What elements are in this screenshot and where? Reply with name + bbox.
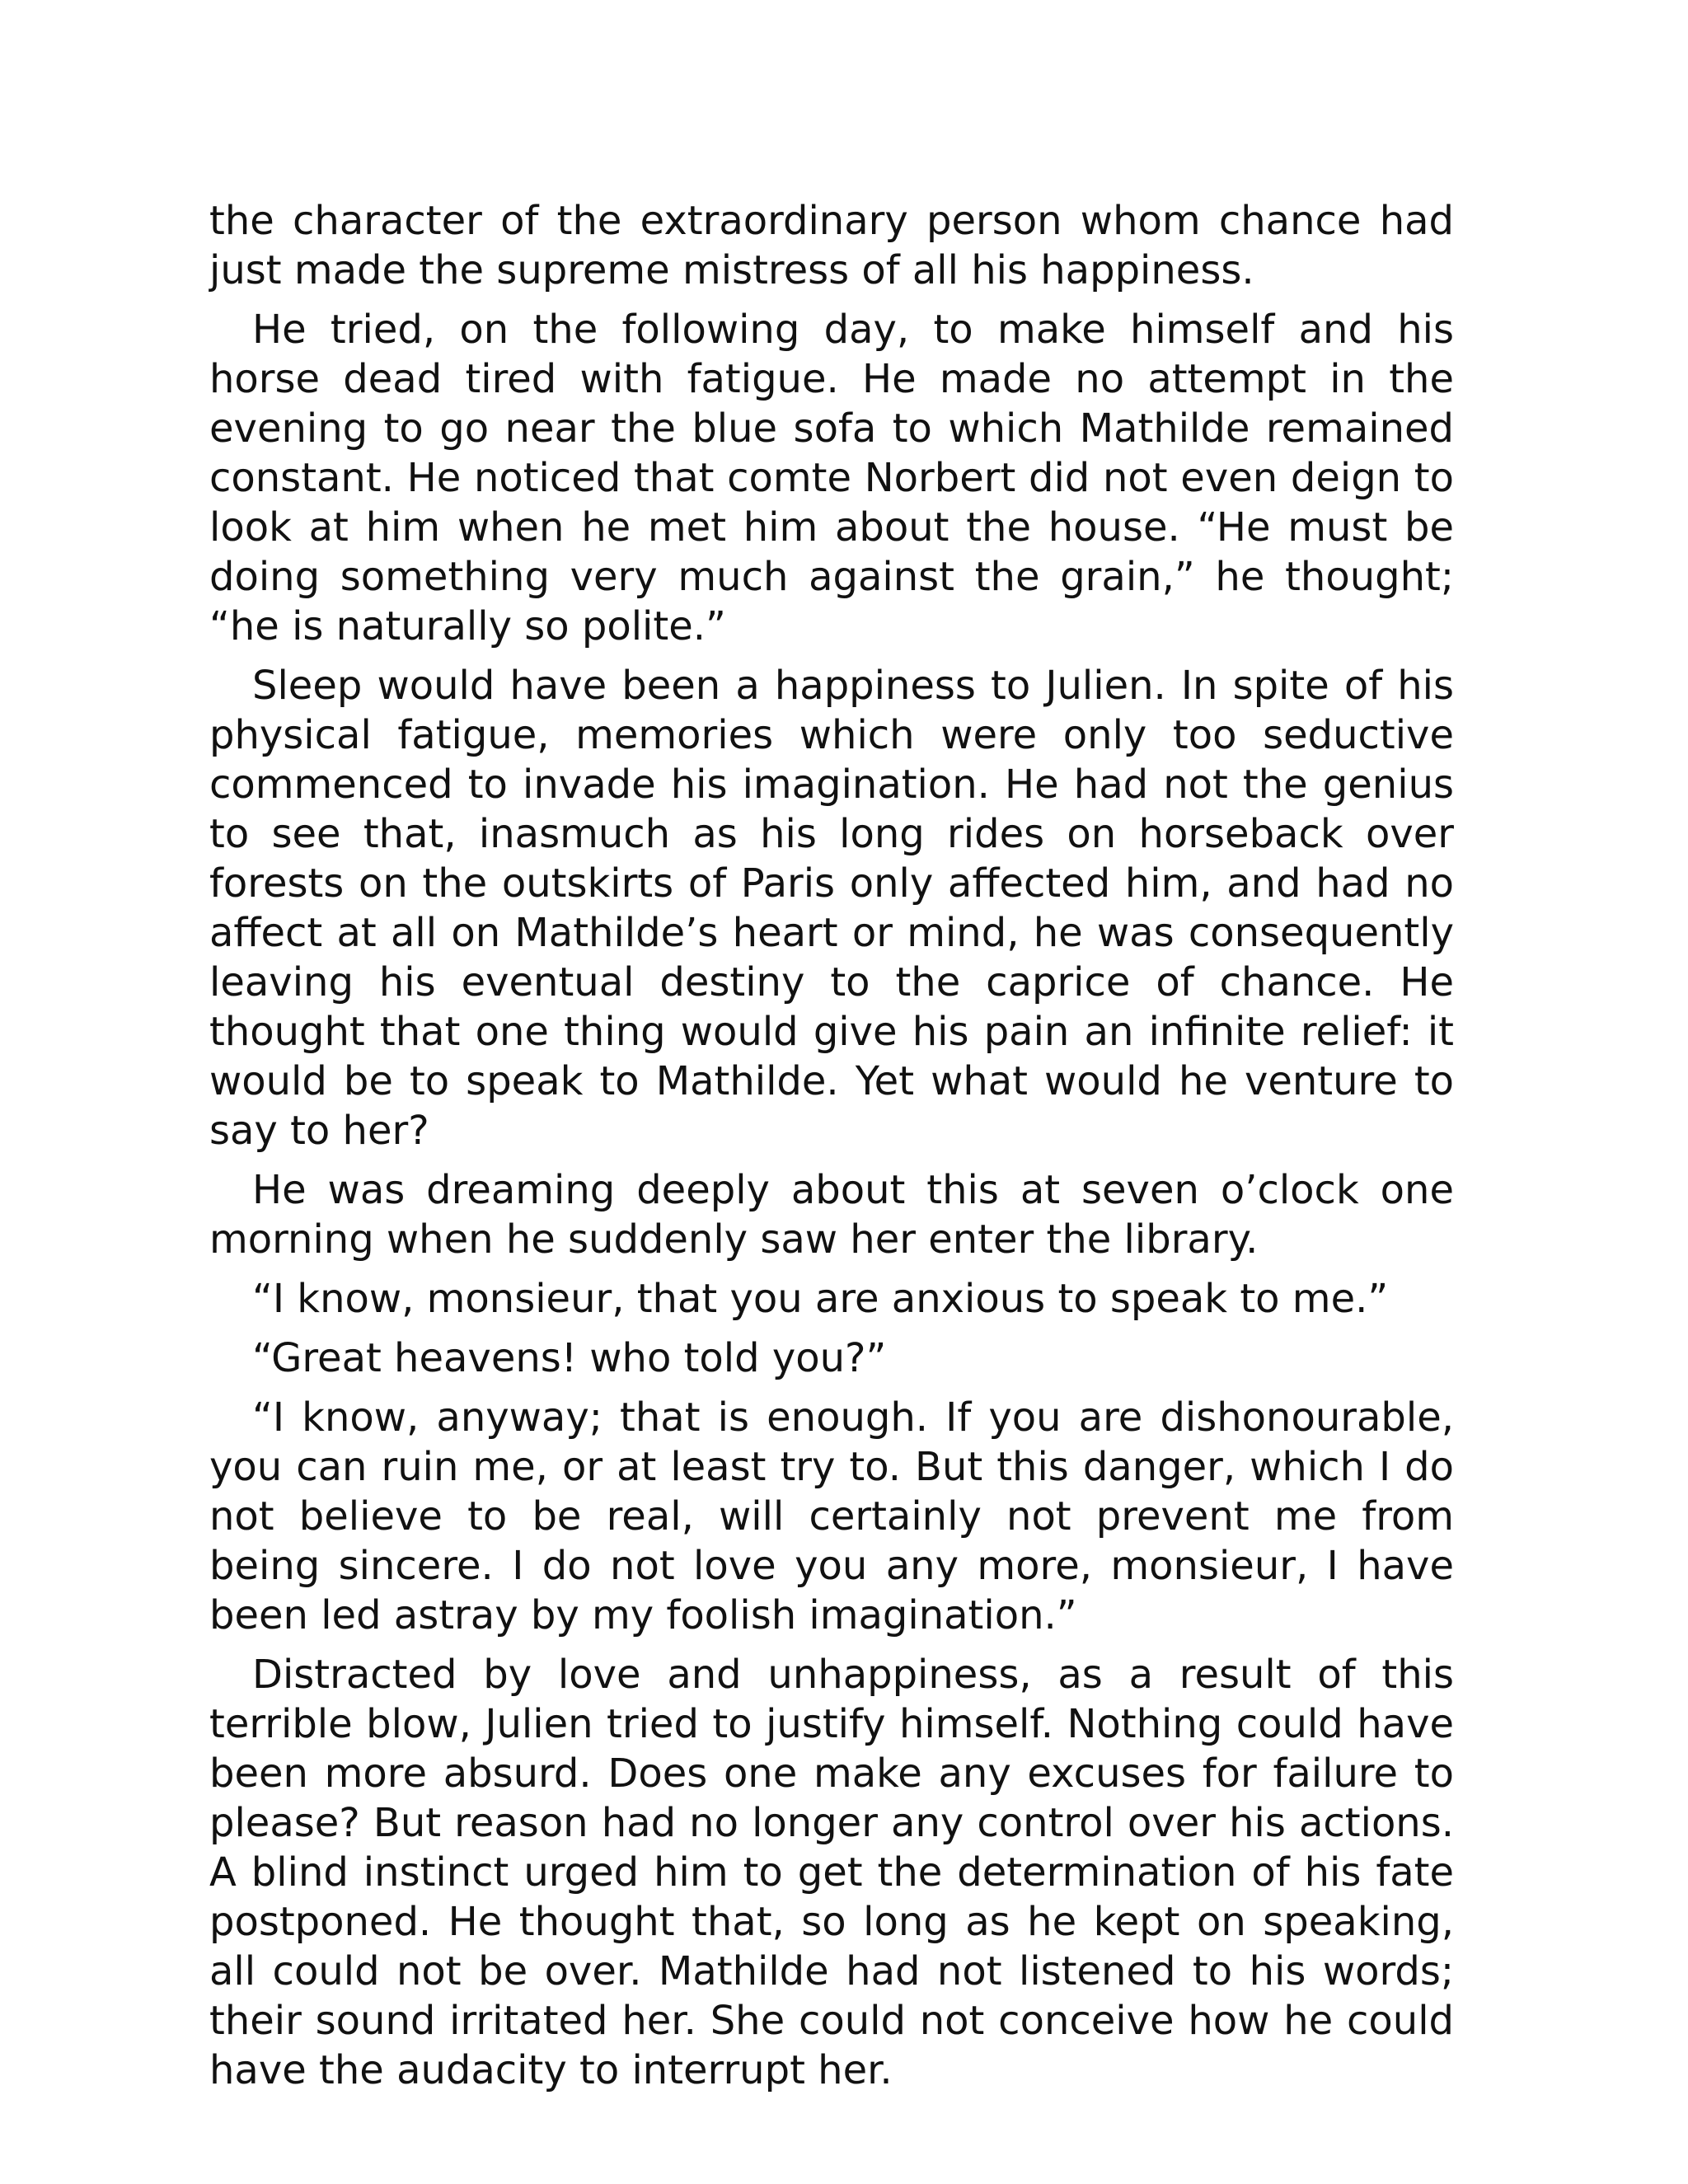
page-body <box>209 196 1454 2105</box>
paragraph: the character of the extraordinary person whom chance had just made the supreme mistress of all his happiness. <box>209 198 1454 293</box>
paragraph: He was dreaming deeply about this at seven o’clock one morning when he suddenly saw her enter the library. <box>209 1167 1454 1263</box>
paragraph: Distracted by love and unhappiness, as a result of this terrible blow, Julien tried to justify himself. Nothing could have been more absurd. Does one make any excuses for failure to please? But reason had no longer any control over his actions. A blind instinct urged him to get the determination of his fate postponed. He thought that, so long as he kept on speaking, all could not be over. Mathilde had not listened to his words; their sound irritated her. She could not conceive how he could have the audacity to interrupt her. <box>209 1652 1454 2093</box>
paragraph: “I know, monsieur, that you are anxious to speak to me.” <box>252 1276 1389 1322</box>
paragraph: He tried, on the following day, to make himself and his horse dead tired with fatigue. He made no attempt in the evening to go near the blue sofa to which Mathilde remained constant. He noticed that comte Norbert did not even deign to look at him when he met him about the house. “He must be doing something very much against the grain,” he thought; “he is naturally so polite.” <box>209 307 1454 649</box>
paragraph: “Great heavens! who told you?” <box>252 1335 887 1381</box>
paragraph: “I know, anyway; that is enough. If you are dishonourable, you can ruin me, or at least try to. But this danger, which I do not believe to be real, will certainly not prevent me from being sincere. I do not love you any more, monsieur, I have been led astray by my foolish imagination.” <box>209 1394 1454 1638</box>
paragraph: Sleep would have been a happiness to Julien. In spite of his physical fatigue, memories which were only too seductive commenced to invade his imagination. He had not the genius to see that, inasmuch as his long rides on horseback over forests on the outskirts of Paris only affected him, and had no affect at all on Mathilde’s heart or mind, he was consequently leaving his eventual destiny to the caprice of chance. He thought that one thing would give his pain an infinite relief: it would be to speak to Mathilde. Yet what would he venture to say to her? <box>209 663 1454 1154</box>
